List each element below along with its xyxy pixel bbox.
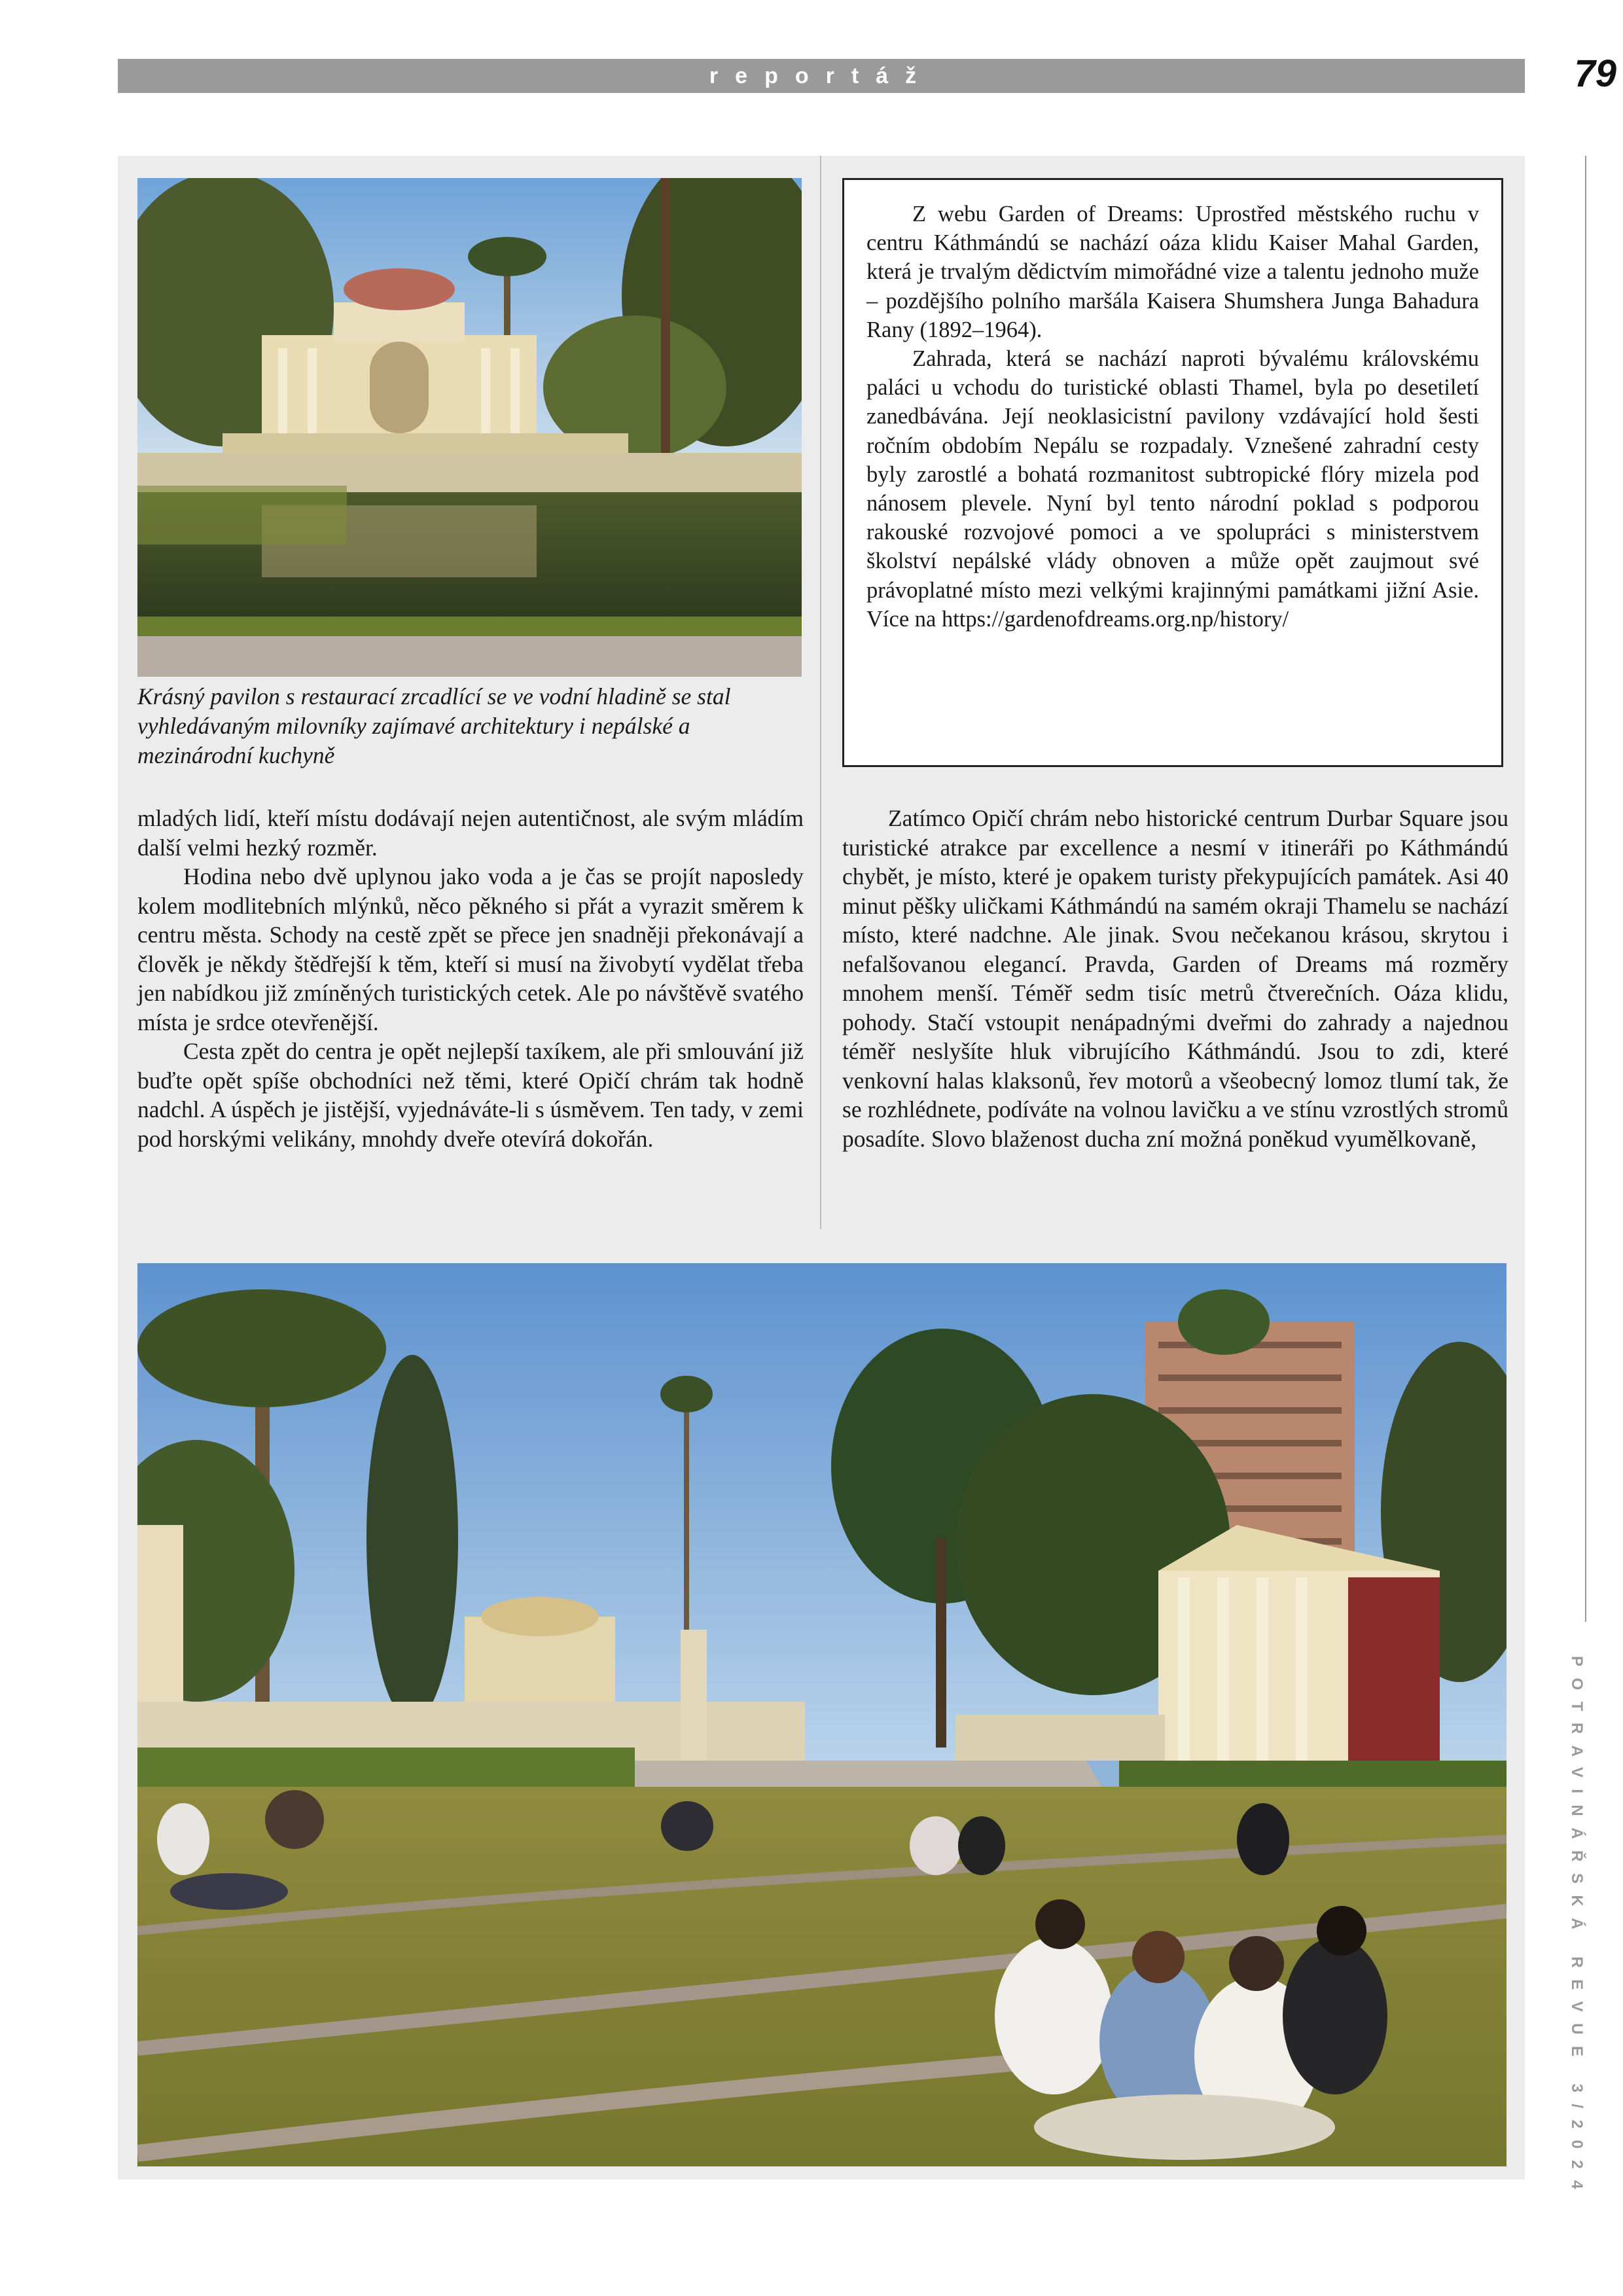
left-column — [137, 804, 804, 1153]
sidebar-box — [842, 178, 1503, 767]
body-paragraph: mladých lidí, kteří místu dodávají nejen autentičnost, ale svým mládím další velmi hezký rozměr. — [137, 805, 804, 861]
side-rule — [1585, 156, 1586, 1622]
body-paragraph: Cesta zpět do centra je opět nejlepší taxíkem, ale při smlouvání již buďte opět spíše obchodníci než těmi, které Opičí chrám tak hodně nadchl. A úspěch je jistější, vyjednáváte-li s úsměvem. Ten tady, v zemi pod horskými velikány, mnohdy dveře otevírá dokořán. — [137, 1038, 804, 1152]
page-number: 79 — [1574, 52, 1616, 95]
pavilion-photo — [137, 178, 802, 677]
column-divider — [820, 156, 821, 1229]
pavilion-photo-image — [137, 178, 802, 677]
garden-photo-image — [137, 1263, 1507, 2166]
body-paragraph: Hodina nebo dvě uplynou jako voda a je čas se projít naposledy kolem modlitebních mlýnků, něco pěkného si přát a vyrazit směrem k centru města. Schody na cestě zpět se přece jen snadněji překonávají a člověk je někdy štědřejší k těm, kteří si musí na živobytí vydělat třeba jen nabídkou již zmíněných turistických cetek. Ale po návštěvě svatého místa je srdce otevřenější. — [137, 863, 804, 1035]
section-label: reportáž — [709, 63, 934, 88]
body-paragraph: Zatímco Opičí chrám nebo historické centrum Durbar Square jsou turistické atrakce par excellence a nesmí v itineráři po Káthmándú chybět, je místo, které je opakem turisty překypujících památek. Asi 40 minut pěšky uličkami Káthmándú na samém okraji Thamelu se nachází místo, které nadchne. Ale jinak. Svou nečekanou krásou, skrytou i nefalšovanou elegancí. Pravda, Garden of Dreams má rozměry mnohem menší. Téměř sedm tisíc metrů čtverečních. Oáza klidu, pohody. Stačí vstoupit nenápadnými dveřmi do zahrady a najednou téměř neslyšíte hluk vibrujícího Káthmándú. Jsou to zdi, které venkovní halas klaksonů, řev motorů a všeobecný lomoz tlumí tak, že se rozhlédnete, podíváte na volnou lavičku a ve stínu vzrostlých stromů posadíte. Slovo blaženost ducha zní možná poněkud vyumělkovaně, — [842, 805, 1508, 1152]
magazine-label: POTRAVINÁŘSKÁ REVUE 3/2024 — [1568, 1656, 1586, 2200]
garden-photo — [137, 1263, 1507, 2166]
photo-caption: Krásný pavilon s restaurací zrcadlící se ve vodní hladině se stal vyhledávaným milovníky zajímavé architektury i nepálské a mezinárodní kuchyně — [137, 683, 731, 768]
sidebar-paragraph: Z webu Garden of Dreams: Uprostřed městského ruchu v centru Káthmándú se nachází oáza klidu Kaiser Mahal Garden, která je trvalým dědictvím mimořádné vize a talentu jednoho muže – pozdějšího polního maršála Kaisera Shumshera Junga Bahadura Rany (1892–1964). — [866, 202, 1479, 342]
right-column — [842, 804, 1508, 1153]
sidebar-paragraph: Zahrada, která se nachází naproti bývalému královskému paláci u vchodu do turistické oblasti Thamel, byla po desetiletí zanedbávána. Její neoklasicistní pavilony vzdávající hold šesti ročním obdobím Nepálu se rozpadaly. Vznešené zahradní cesty byly zarostlé a bohatá rozmanitost subtropické flóry mizela pod nánosem plevele. Nyní byl tento národní poklad s podporou rakouské rozvojové pomoci a ve spolupráci s ministerstvem školství nepálské vlády obnoven a může opět zaujmout své právoplatné místo mezi velkými krajinnými památkami jižní Asie. Více na https://gardenofdreams.org.np/history/ — [866, 346, 1479, 632]
